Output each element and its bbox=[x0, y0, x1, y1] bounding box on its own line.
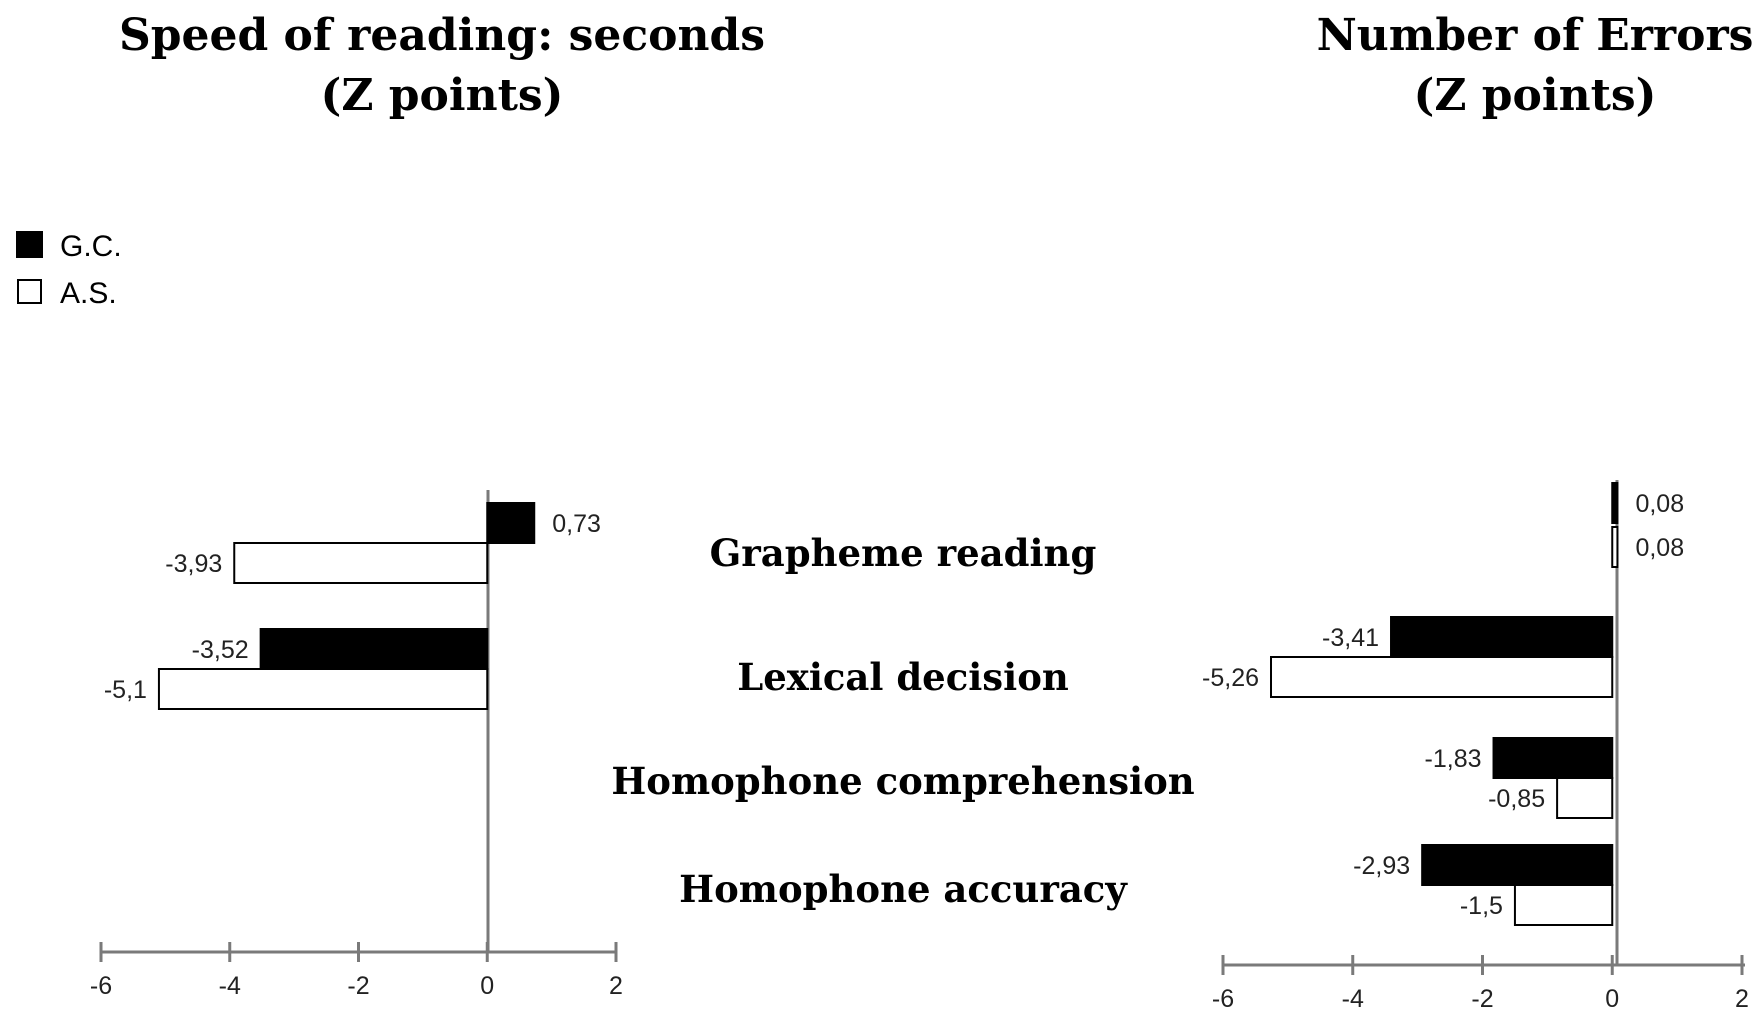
right-tick-label: -6 bbox=[1211, 985, 1235, 1013]
left-tick-label: -6 bbox=[89, 972, 113, 1000]
right-tick-label: 2 bbox=[1735, 985, 1749, 1013]
legend-label-gc: G.C. bbox=[60, 230, 122, 263]
right-chart bbox=[1202, 480, 1749, 1013]
right-value-label-g-c-homophone-comprehension: -1,83 bbox=[1424, 745, 1482, 773]
left-chart bbox=[90, 490, 623, 1000]
left-bar-g-c-lexical-decision bbox=[261, 629, 488, 669]
category-label-grapheme-reading: Grapheme reading bbox=[709, 531, 1097, 575]
legend-label-as: A.S. bbox=[60, 277, 117, 310]
left-tick-label: -2 bbox=[347, 972, 370, 1000]
left-bars bbox=[159, 503, 534, 709]
right-bar-g-c-lexical-decision bbox=[1391, 617, 1612, 657]
right-bars bbox=[1271, 483, 1617, 925]
left-chart-title: Speed of reading: seconds (Z points) bbox=[118, 10, 766, 121]
right-value-label-a-s-lexical-decision: -5,26 bbox=[1202, 664, 1260, 692]
left-value-label-g-c-grapheme-reading: 0,73 bbox=[552, 510, 601, 538]
right-bar-a-s-grapheme-reading bbox=[1612, 527, 1617, 567]
right-bar-g-c-homophone-accuracy bbox=[1422, 845, 1612, 885]
right-bar-a-s-homophone-accuracy bbox=[1515, 885, 1612, 925]
left-tick-label: 2 bbox=[609, 972, 623, 1000]
right-tick-label: -2 bbox=[1471, 985, 1494, 1013]
legend-swatch-as bbox=[18, 280, 41, 303]
right-tick-label: -4 bbox=[1341, 985, 1364, 1013]
left-bar-a-s-grapheme-reading bbox=[234, 543, 487, 583]
category-label-homophone-accuracy: Homophone accuracy bbox=[679, 867, 1127, 911]
right-bar-g-c-homophone-comprehension bbox=[1494, 738, 1613, 778]
right-value-label-a-s-homophone-accuracy: -1,5 bbox=[1459, 892, 1503, 920]
right-value-label-a-s-grapheme-reading: 0,08 bbox=[1635, 534, 1685, 562]
right-value-label-g-c-homophone-accuracy: -2,93 bbox=[1353, 852, 1411, 880]
legend bbox=[17, 230, 122, 310]
category-labels bbox=[611, 531, 1194, 911]
left-bar-a-s-lexical-decision bbox=[159, 669, 487, 709]
right-bar-g-c-grapheme-reading bbox=[1612, 483, 1617, 523]
right-value-label-a-s-homophone-comprehension: -0,85 bbox=[1488, 785, 1546, 813]
left-bar-g-c-grapheme-reading bbox=[487, 503, 534, 543]
right-tick-label: 0 bbox=[1605, 985, 1620, 1013]
left-value-label-a-s-lexical-decision: -5,1 bbox=[103, 676, 147, 704]
right-value-label-g-c-lexical-decision: -3,41 bbox=[1322, 624, 1380, 652]
right-bar-a-s-homophone-comprehension bbox=[1557, 778, 1612, 818]
right-value-label-g-c-grapheme-reading: 0,08 bbox=[1635, 490, 1685, 518]
right-chart-title: Number of Errors (Z points) bbox=[1316, 10, 1754, 121]
left-value-label-g-c-lexical-decision: -3,52 bbox=[191, 636, 249, 664]
left-value-label-a-s-grapheme-reading: -3,93 bbox=[165, 550, 223, 578]
legend-swatch-gc bbox=[17, 232, 42, 257]
category-label-lexical-decision: Lexical decision bbox=[737, 655, 1069, 699]
right-bar-a-s-lexical-decision bbox=[1271, 657, 1612, 697]
left-tick-label: 0 bbox=[480, 972, 495, 1000]
left-tick-label: -4 bbox=[218, 972, 241, 1000]
category-label-homophone-comprehension: Homophone comprehension bbox=[611, 759, 1195, 803]
